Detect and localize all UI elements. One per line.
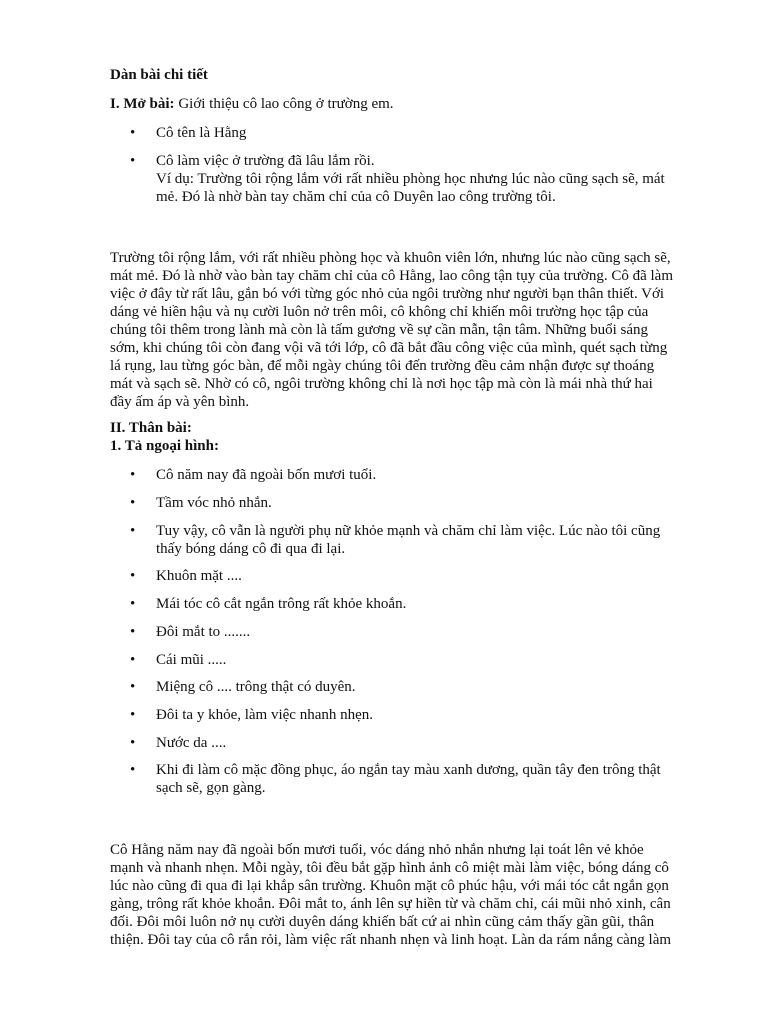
list-item-line: Cái mũi .....	[156, 651, 227, 668]
bullet-icon: •	[130, 651, 136, 668]
section-2-subheading: 1. Tả ngoại hình:	[110, 438, 219, 455]
list-item-line: Nước da ....	[156, 734, 227, 751]
list-item-line: Tuy vậy, cô vẫn là người phụ nữ khỏe mạnh và chăm chỉ làm việc. Lúc nào tôi cũng	[156, 522, 661, 539]
bullet-icon: •	[130, 734, 136, 751]
list-item	[110, 706, 695, 724]
list-item	[110, 595, 695, 613]
list-item-line: Miệng cô .... trông thật có duyên.	[156, 679, 356, 696]
list-item	[110, 522, 695, 558]
paragraph-line: mát mẻ. Đó là nhờ vào bàn tay chăm chỉ của cô Hằng, lao công tận tụy của trường. Cô đã làm	[110, 268, 673, 285]
list-item	[110, 678, 695, 696]
bullet-icon: •	[130, 495, 136, 512]
bullet-icon: •	[130, 596, 136, 613]
paragraph-line: đầy ấm áp và yên bình.	[110, 394, 250, 411]
document-title: Dàn bài chi tiết	[110, 67, 208, 83]
list-item-line: thấy bóng dáng cô đi qua đi lại.	[156, 540, 346, 557]
list-item-line: Tầm vóc nhỏ nhắn.	[156, 495, 272, 512]
bullet-icon: •	[130, 152, 136, 169]
section-2-heading: II. Thân bài:	[110, 420, 192, 437]
paragraph-line: gàng, trông rất khỏe khoắn. Đôi mắt to, ánh lên sự hiền từ và chăm chỉ, cái mũi nhỏ xinh, cân	[110, 895, 671, 912]
list-item	[110, 494, 695, 512]
list-item-line: Ví dụ: Trường tôi rộng lắm với rất nhiều phòng học nhưng lúc nào cũng sạch sẽ, mát	[156, 170, 665, 187]
paragraph-line: lúc nào cũng đi qua đi lại khắp sân trường. Khuôn mặt cô phúc hậu, với mái tóc cắt ngắn gọn	[110, 877, 669, 894]
list-item-line: Cô năm nay đã ngoài bốn mươi tuổi.	[156, 467, 377, 484]
list-item-line: Khuôn mặt ....	[156, 568, 242, 585]
list-item-line: Mái tóc cô cắt ngắn trông rất khỏe khoắn.	[156, 596, 407, 613]
paragraph-line: đối. Đôi môi luôn nở nụ cười duyên dáng khiến bất cứ ai nhìn cũng cảm thấy gần gũi, thân	[110, 913, 655, 930]
section-1-heading-label: I. Mở bài:	[110, 96, 175, 112]
list-item	[110, 152, 695, 206]
bullet-icon: •	[130, 568, 136, 585]
list-item	[110, 466, 695, 484]
paragraph-line: Trường tôi rộng lắm, với rất nhiều phòng học và khuôn viên lớn, nhưng lúc nào cũng sạch sẽ,	[110, 250, 671, 267]
section-1-heading-text: Giới thiệu cô lao công ở trường em.	[174, 96, 394, 112]
paragraph-line: Cô Hằng năm nay đã ngoài bốn mươi tuổi, vóc dáng nhỏ nhắn nhưng lại toát lên vẻ khỏe	[110, 841, 644, 858]
list-item	[110, 567, 695, 585]
section-1-list	[110, 124, 695, 206]
paragraph-appearance	[110, 841, 695, 949]
list-item-line: Cô tên là Hằng	[156, 125, 247, 141]
bullet-icon: •	[130, 522, 136, 539]
list-item-line: Đôi mắt to .......	[156, 623, 251, 640]
bullet-icon: •	[130, 762, 136, 779]
paragraph-line: dáng vẻ hiền hậu và nụ cười luôn nở trên môi, cô không chỉ khiến môi trường học tập của	[110, 304, 649, 321]
list-item	[110, 761, 695, 797]
paragraph-line: chúng tôi thêm trong lành mà còn là tấm gương về sự cần mẫn, tận tâm. Những buổi sáng	[110, 322, 649, 339]
list-item	[110, 734, 695, 752]
list-item-line: mẻ. Đó là nhờ bàn tay chăm chỉ của cô Duyên lao công trường tôi.	[156, 188, 556, 205]
list-item	[110, 651, 695, 669]
bullet-icon: •	[130, 706, 136, 723]
bullet-icon: •	[130, 467, 136, 484]
section-1-heading	[110, 95, 695, 113]
section-2-list	[110, 466, 695, 797]
paragraph-line: lá rụng, lau từng góc bàn, để mỗi ngày chúng tôi đến trường đều cảm nhận được sự thoáng	[110, 358, 655, 375]
bullet-icon: •	[130, 125, 136, 141]
list-item-line: sạch sẽ, gọn gàng.	[156, 780, 266, 797]
paragraph-line: mạnh và nhanh nhẹn. Mỗi ngày, tôi đều bắt gặp hình ảnh cô miệt mài làm việc, bóng dáng cô	[110, 859, 669, 876]
bullet-icon: •	[130, 623, 136, 640]
paragraph-intro	[110, 249, 695, 411]
list-item-line: Cô làm việc ở trường đã lâu lắm rồi.	[156, 152, 375, 169]
list-item-line: Đôi ta y khỏe, làm việc nhanh nhẹn.	[156, 706, 374, 723]
paragraph-line: việc ở đây từ rất lâu, gắn bó với từng góc nhỏ của ngôi trường như người bạn thân thiết. Với	[110, 286, 665, 303]
bullet-icon: •	[130, 679, 136, 696]
list-item	[110, 124, 695, 142]
paragraph-line: mát và sạch sẽ. Nhờ có cô, ngôi trường không chỉ là nơi học tập mà còn là mái nhà thứ hai	[110, 376, 653, 393]
paragraph-line: thiện. Đôi tay của cô rắn rỏi, làm việc rất nhanh nhẹn và linh hoạt. Làn da rám nắng càng làm	[110, 931, 672, 948]
paragraph-line: sớm, khi chúng tôi còn đang vội vã tới lớp, cô đã bắt đầu công việc của mình, quét sạch từng	[110, 340, 668, 357]
document-page	[110, 66, 695, 949]
list-item	[110, 623, 695, 641]
list-item-line: Khi đi làm cô mặc đồng phục, áo ngắn tay màu xanh dương, quần tây đen trông thật	[156, 762, 661, 779]
